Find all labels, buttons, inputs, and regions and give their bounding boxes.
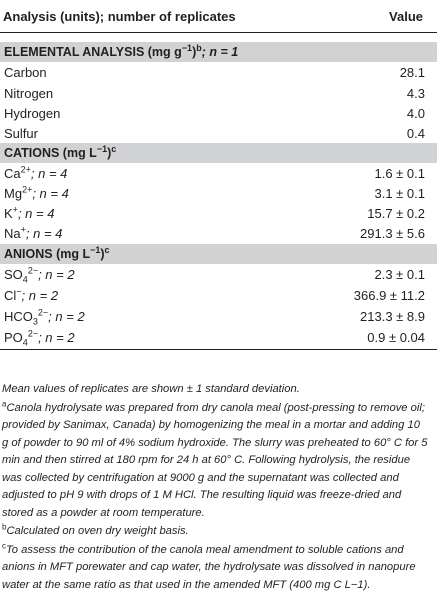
table-row: $SO_4^{2-}$; n = 2 2.3 ± 0.1 xyxy=(4,265,425,285)
table-row: Sulfur 0.4 xyxy=(4,126,425,141)
section-anions xyxy=(0,244,437,264)
table-row: $HCO_3^{2-}$; n = 2 213.3 ± 8.9 xyxy=(4,307,425,327)
footnote-c: $^c$To assess the contribution of the canola meal amendment to soluble cations and anions in MFT porewater and cap water, the hydrolysate was dissolved in nanopure water at the same ratio as that used in the amended MFT (400 mg C L−1). xyxy=(2,540,416,591)
table-row: Cl−; n = 2 366.9 ± 11.2 xyxy=(4,286,425,303)
section-elemental xyxy=(0,42,437,62)
header-value: Value xyxy=(389,9,423,24)
table-row: $PO_4^{2-}$; n = 2 0.9 ± 0.04 xyxy=(4,328,425,348)
footnote-mean: Mean values of replicates are shown ± 1 standard deviation. xyxy=(2,383,300,395)
table-row: K+; n = 4 15.7 ± 0.2 xyxy=(4,204,425,221)
table-row: Nitrogen 4.3 xyxy=(4,86,425,101)
table-footnotes xyxy=(2,381,428,595)
table-row: $Mg^{2+}$; n = 4 3.1 ± 0.1 xyxy=(4,184,425,201)
table-row: $Ca^{2+}$; n = 4 1.6 ± 0.1 xyxy=(4,164,425,181)
section-anions-title: ANIONS (mg $L^{-1})^c$ xyxy=(4,244,110,261)
header-analysis: Analysis (units); number of replicates xyxy=(3,9,236,24)
section-elemental-title: ELEMENTAL ANALYSIS (mg $g^{-1})^b$; n = 1 xyxy=(4,42,239,59)
table-row: Carbon 28.1 xyxy=(4,65,425,80)
table-bottom-rule xyxy=(0,349,437,350)
footnote-a: $^a$Canola hydrolysate was prepared from dry canola meal (post-pressing to remove oil; provided by Sanimax, Canada) by homogenizing the meal in a mortar and adding 10 g of powder to 90 ml of 4% sodium hydroxide. The slurry was preheated to 60° C for 5 min and then stirred at 180 rpm for 24 h at 60° C. Following hydrolysis, the residue was collected by centrifugation at 9000 g and the supernatant was collected and adjusted to pH 9 with drops of 1 M HCl. The resulting liquid was freeze-dried and stored as a powder at room temperature. xyxy=(2,398,428,519)
table-header xyxy=(0,0,437,32)
section-cations-title: CATIONS (mg $L^{-1})^c$ xyxy=(4,143,117,160)
table-row: Hydrogen 4.0 xyxy=(4,106,425,121)
footnote-b: $^b$Calculated on oven dry weight basis. xyxy=(2,522,189,537)
table-row: Na+; n = 4 291.3 ± 5.6 xyxy=(4,224,425,241)
header-rule xyxy=(0,32,437,33)
section-cations xyxy=(0,143,437,163)
